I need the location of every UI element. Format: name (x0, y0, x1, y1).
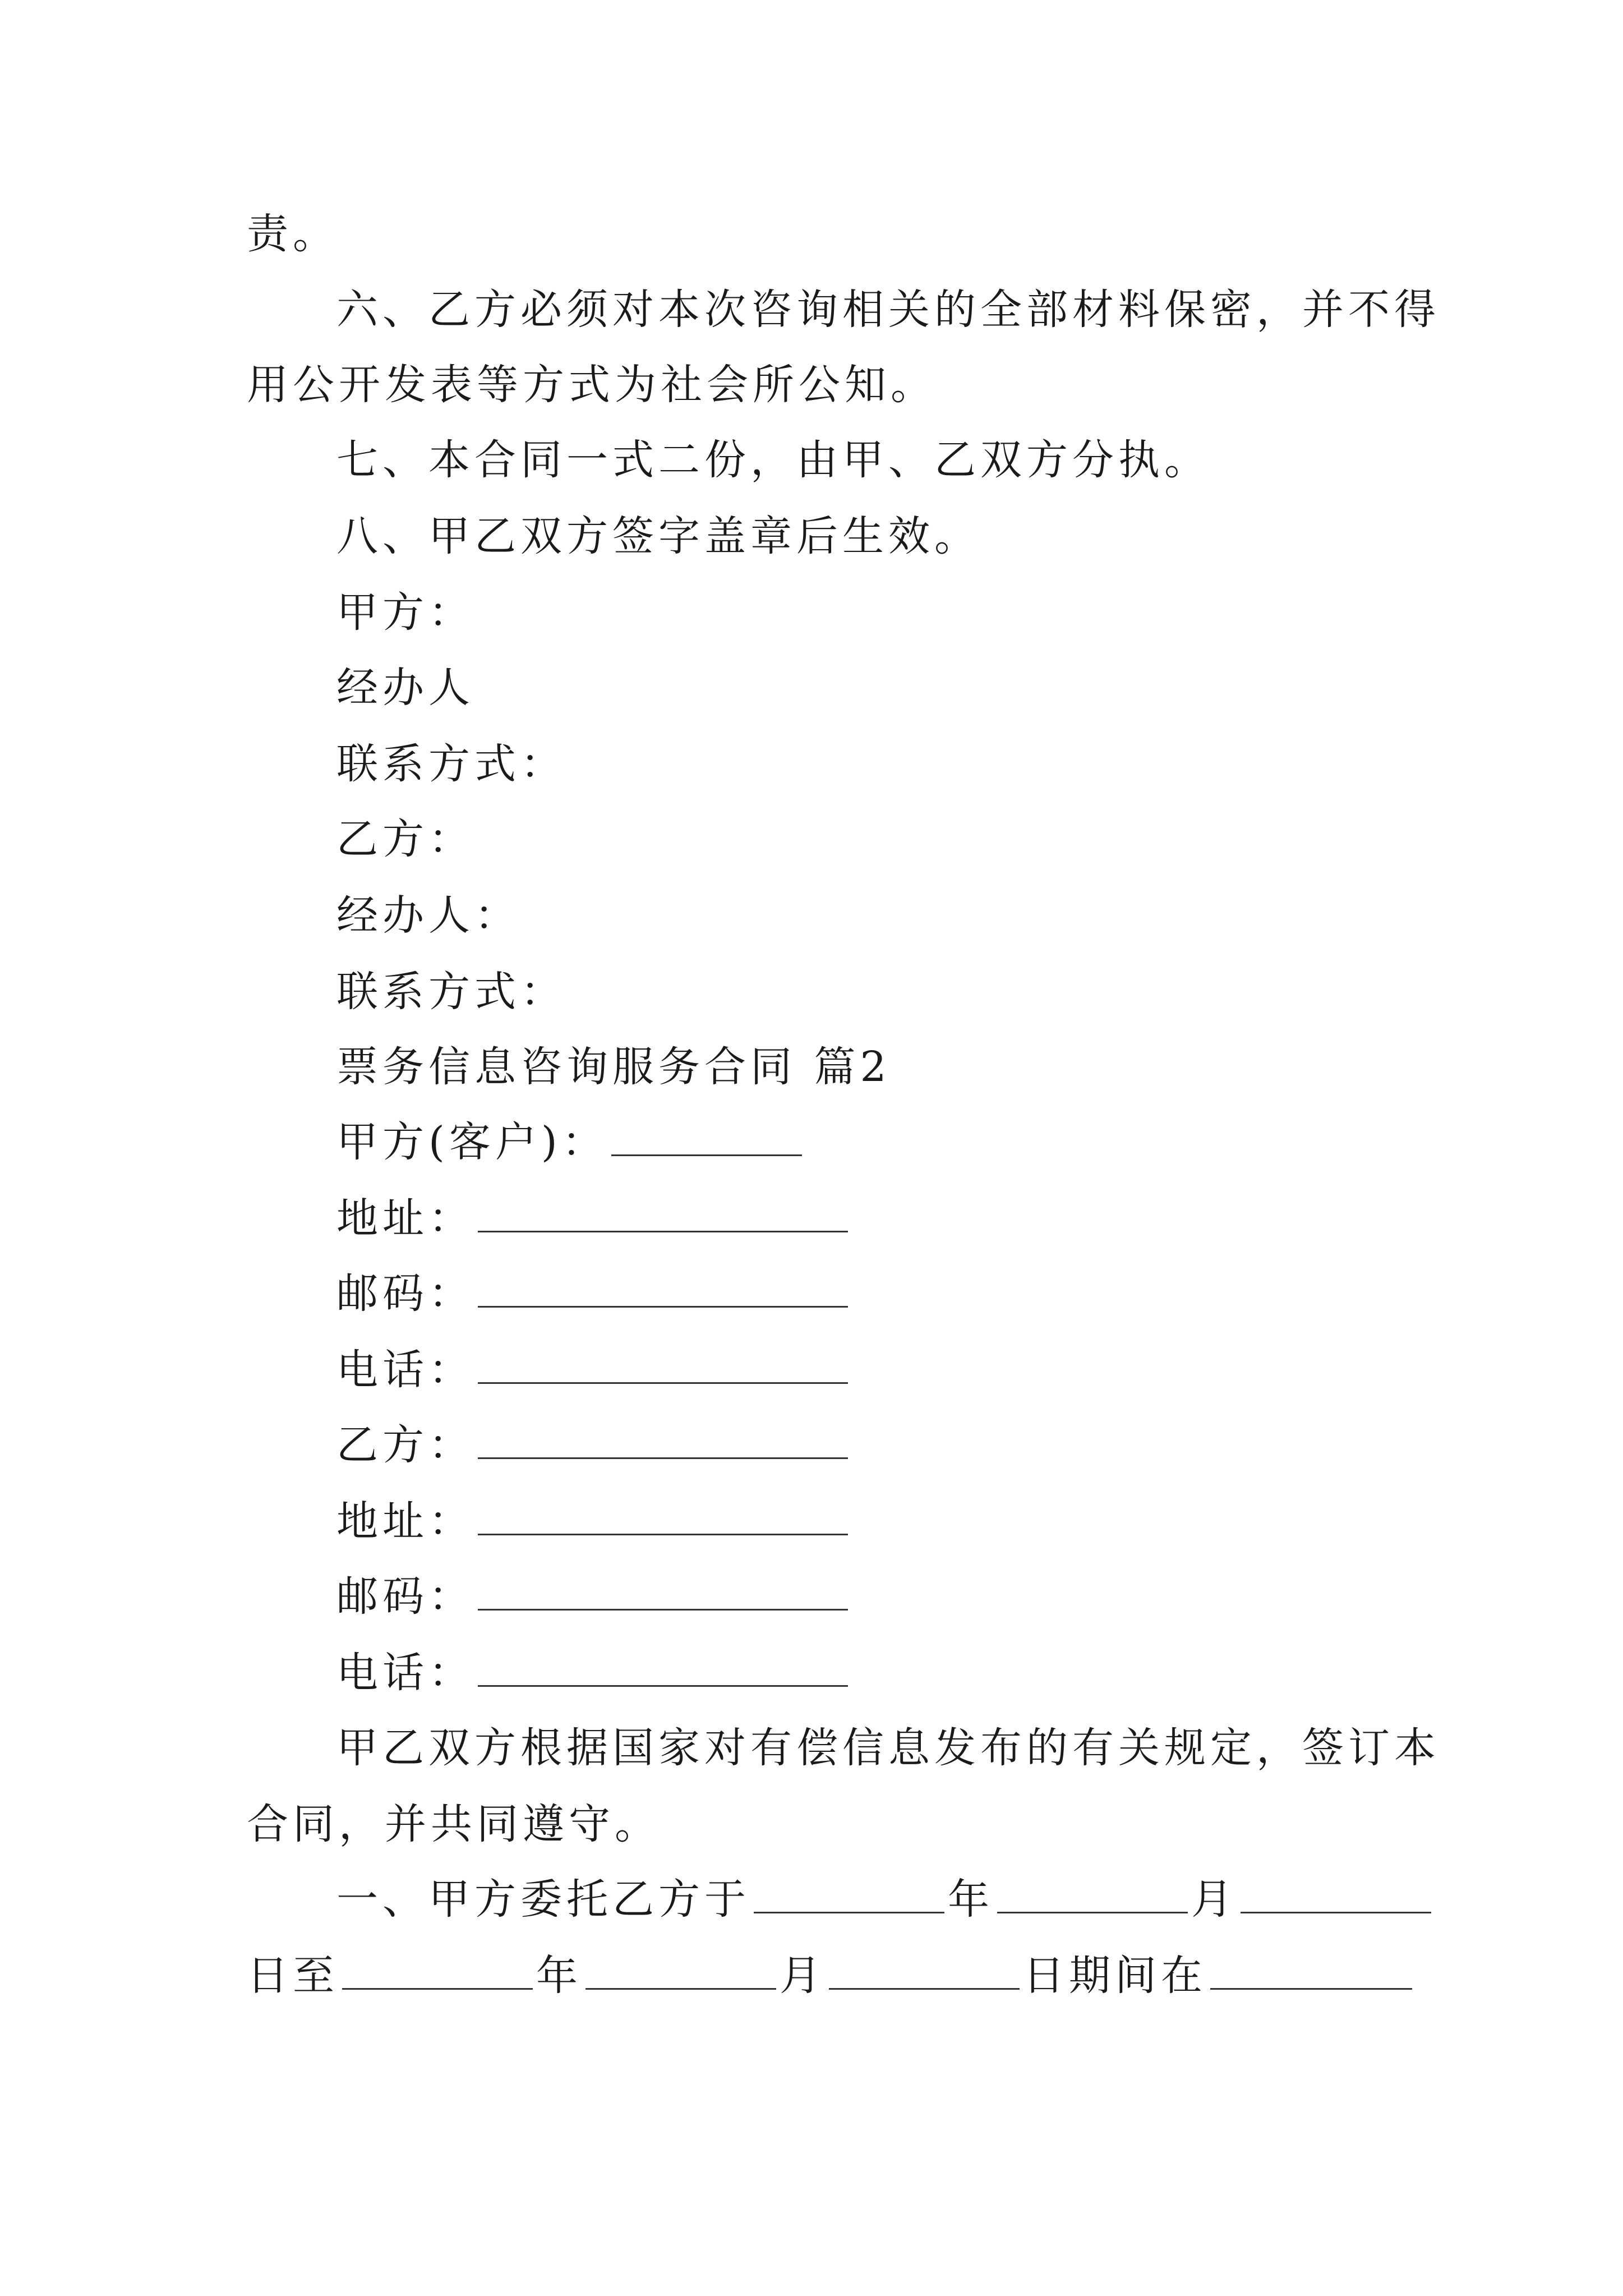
signature-contact-a: 联系方式： (336, 740, 566, 788)
field-label: 地址： (336, 1194, 474, 1243)
section-title: 票务信息咨询服务合同 篇2 (336, 1043, 891, 1091)
field-phone-a (336, 1339, 1481, 1401)
blank-line (585, 1949, 776, 1990)
preamble-line-1: 甲乙双方根据国家对有偿信息发布的有关规定，签订本 (336, 1724, 1440, 1772)
preamble-line-2: 合同，并共同遵守。 (247, 1800, 661, 1848)
blank-line (754, 1872, 944, 1913)
field-label: 乙方： (336, 1421, 474, 1469)
blank-line (997, 1872, 1188, 1913)
blank-line (478, 1418, 848, 1459)
blank-line (829, 1949, 1020, 1990)
field-label: 邮码： (336, 1572, 474, 1621)
clause-text: 月 (780, 1952, 826, 2000)
field-phone-b (336, 1642, 1481, 1704)
clause-7: 七、本合同一式二份，由甲、乙双方分执。 (336, 436, 1210, 484)
field-address-b (336, 1490, 1481, 1552)
blank-line (478, 1570, 848, 1611)
clause-text: 年 (948, 1875, 994, 1924)
field-label: 电话： (336, 1346, 474, 1394)
clause-1-line-2 (247, 1945, 1391, 2007)
clause-8: 八、甲乙双方签字盖章后生效。 (336, 512, 980, 560)
field-postcode-b (336, 1566, 1481, 1627)
blank-line (478, 1191, 848, 1232)
clause-1-line-1 (336, 1869, 1481, 1930)
clause-text: 年 (536, 1952, 582, 2000)
clause-text: 一、甲方委托乙方于 (336, 1875, 750, 1924)
field-label: 甲方(客户)： (336, 1118, 608, 1166)
clause-text: 日期间在 (1023, 1952, 1207, 2000)
clause-6-line-1: 六、乙方必须对本次咨询相关的全部材料保密，并不得 (336, 286, 1440, 334)
field-address-a (336, 1188, 1481, 1249)
clause-text: 月 (1191, 1875, 1237, 1924)
blank-line (478, 1267, 848, 1308)
blank-line (478, 1646, 848, 1687)
field-label: 邮码： (336, 1269, 474, 1318)
field-label: 地址： (336, 1497, 474, 1545)
field-label: 电话： (336, 1649, 474, 1697)
blank-line (478, 1343, 848, 1384)
field-party-b (336, 1414, 1481, 1476)
signature-party-a: 甲方： (336, 588, 474, 637)
signature-agent-a: 经办人 (336, 664, 474, 712)
blank-line (611, 1115, 802, 1156)
blank-line (478, 1494, 848, 1535)
clause-6-line-2: 用公开发表等方式为社会所公知。 (247, 361, 937, 409)
clause-text: 日至 (247, 1952, 339, 2000)
blank-line (342, 1949, 533, 1990)
signature-party-b: 乙方： (336, 815, 474, 863)
paragraph-tail: 责。 (247, 210, 339, 258)
signature-contact-b: 联系方式： (336, 968, 566, 1016)
blank-line (1241, 1872, 1431, 1913)
field-party-a (336, 1111, 1481, 1173)
field-postcode-a (336, 1263, 1481, 1324)
signature-agent-b: 经办人： (336, 891, 520, 940)
blank-line (1210, 1949, 1412, 1990)
